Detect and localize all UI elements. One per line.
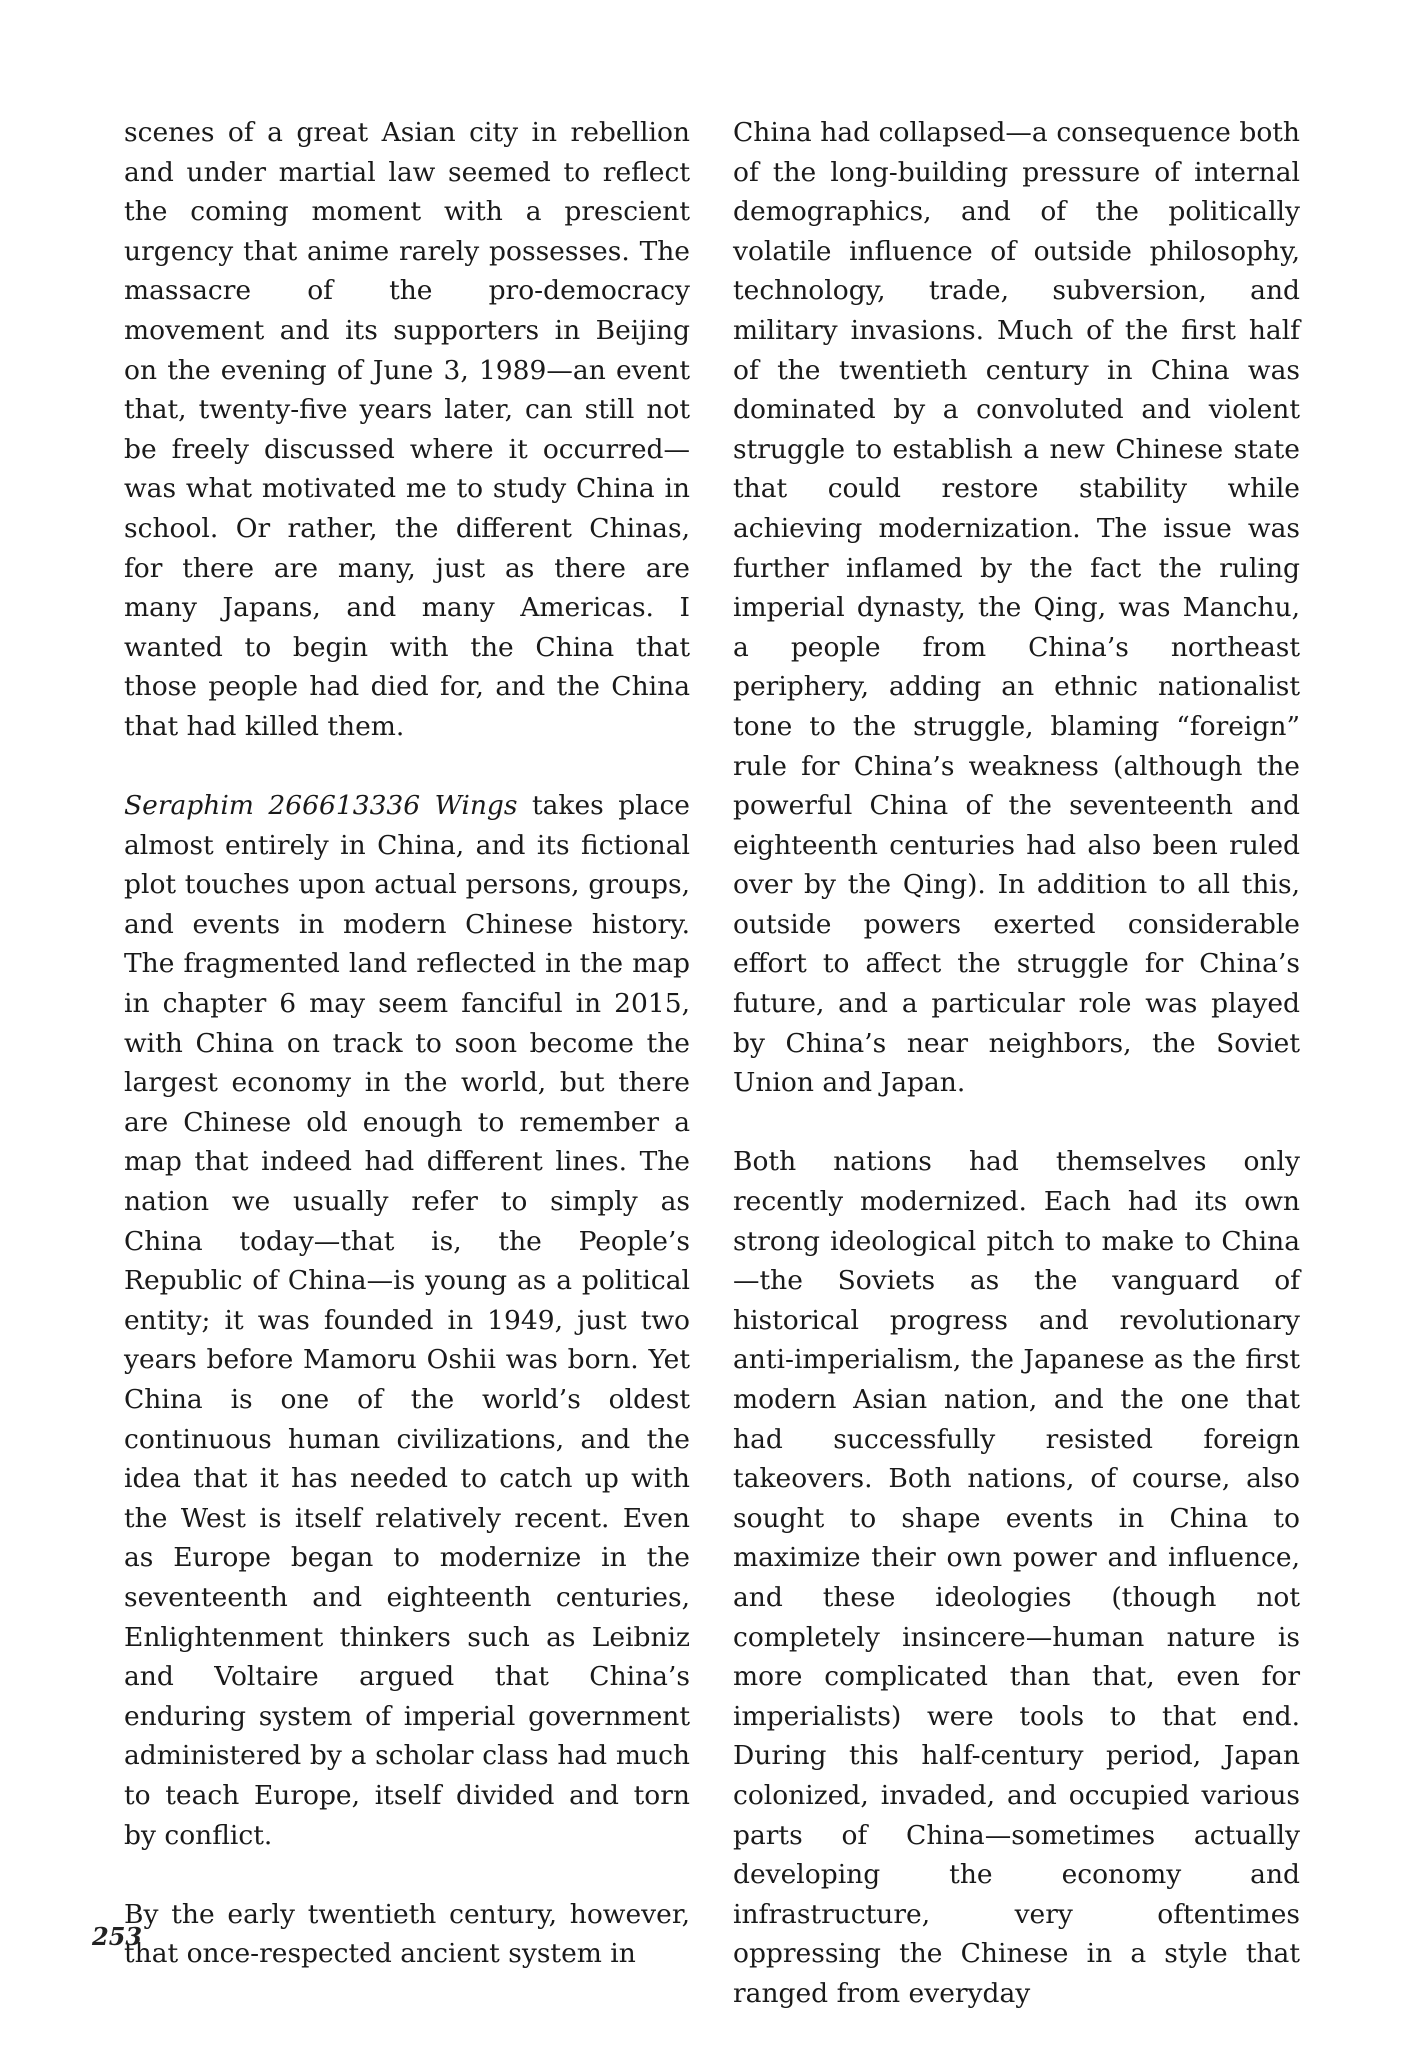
- paragraph-both-nations: Both nations had themselves only recently modernized. Each had its own strong ideological pitch to make to China—the Soviets as the vanguard of historical progress and revolutionary anti-imperialism, the Japanese as the first modern Asian nation, and the one that had successfully resisted foreign takeovers. Both nations, of course, also sought to shape events in China to maximize their own power and influence, and these ideologies (though not completely insincere—human nature is more complicated than that, even for imperialists) were tools to that end. During this half-century period, Japan colonized, invaded, and occupied various parts of China—sometimes actually developing the economy and infrastructure, very oftentimes oppressing the Chinese in a style that ranged from everyday: [733, 1146, 1300, 2009]
- paragraph-tiananmen: scenes of a great Asian city in rebellion and under martial law seemed to reflect the coming moment with a prescient urgency that anime rarely possesses. The massacre of the pro-democracy movement and its supporters in Beijing on the evening of June 3, 1989—an event that, twenty-five years later, can still not be freely discussed where it occurred—was what motivated me to study China in school. Or rather, the different Chinas, for there are many, just as there are many Japans, and many Americas. I wanted to begin with the China that those people had died for, and the China that had killed them.: [124, 117, 690, 742]
- paragraph-seraphim-china: [124, 786, 690, 1855]
- paragraph-seraphim-china-text: takes place almost entirely in China, and its fictional plot touches upon actual persons, groups, and events in modern Chinese history. The fragmented land reflected in the map in chapter 6 may seem fanciful in 2015, with China on track to soon become the largest economy in the world, but there are Chinese old enough to remember a map that indeed had different lines. The nation we usually refer to simply as China today—that is, the People’s Republic of China—is young as a political entity; it was founded in 1949, just two years before Mamoru Oshii was born. Yet China is one of the world’s oldest continuous human civilizations, and the idea that it has needed to catch up with the West is itself relatively recent. Even as Europe began to modernize in the seventeenth and eighteenth centuries, Enlightenment thinkers such as Leibniz and Voltaire argued that China’s enduring system of imperial government administered by a scholar class had much to teach Europe, itself divided and torn by conflict.: [124, 790, 690, 1851]
- book-title-seraphim: Seraphim 266613336 Wings: [124, 790, 518, 822]
- left-text-column: [124, 113, 690, 1974]
- right-text-column: [733, 113, 1300, 2014]
- page-number: 253: [92, 1922, 143, 1951]
- paragraph-early-twentieth-century: By the early twentieth century, however, that once-respected ancient system in: [124, 1898, 690, 1970]
- paragraph-china-collapsed: China had collapsed—a consequence both of the long-building pressure of internal demographics, and of the politically volatile influence of outside philosophy, technology, trade, subversion, and military invasions. Much of the first half of the twentieth century in China was dominated by a convoluted and violent struggle to establish a new Chinese state that could restore stability while achieving modernization. The issue was further inflamed by the fact the ruling imperial dynasty, the Qing, was Manchu, a people from China’s northeast periphery, adding an ethnic nationalist tone to the struggle, blaming “foreign” rule for China’s weakness (although the powerful China of the seventeenth and eighteenth centuries had also been ruled over by the Qing). In addition to all this, outside powers exerted considerable effort to affect the struggle for China’s future, and a particular role was played by China’s near neighbors, the Soviet Union and Japan.: [733, 117, 1300, 1099]
